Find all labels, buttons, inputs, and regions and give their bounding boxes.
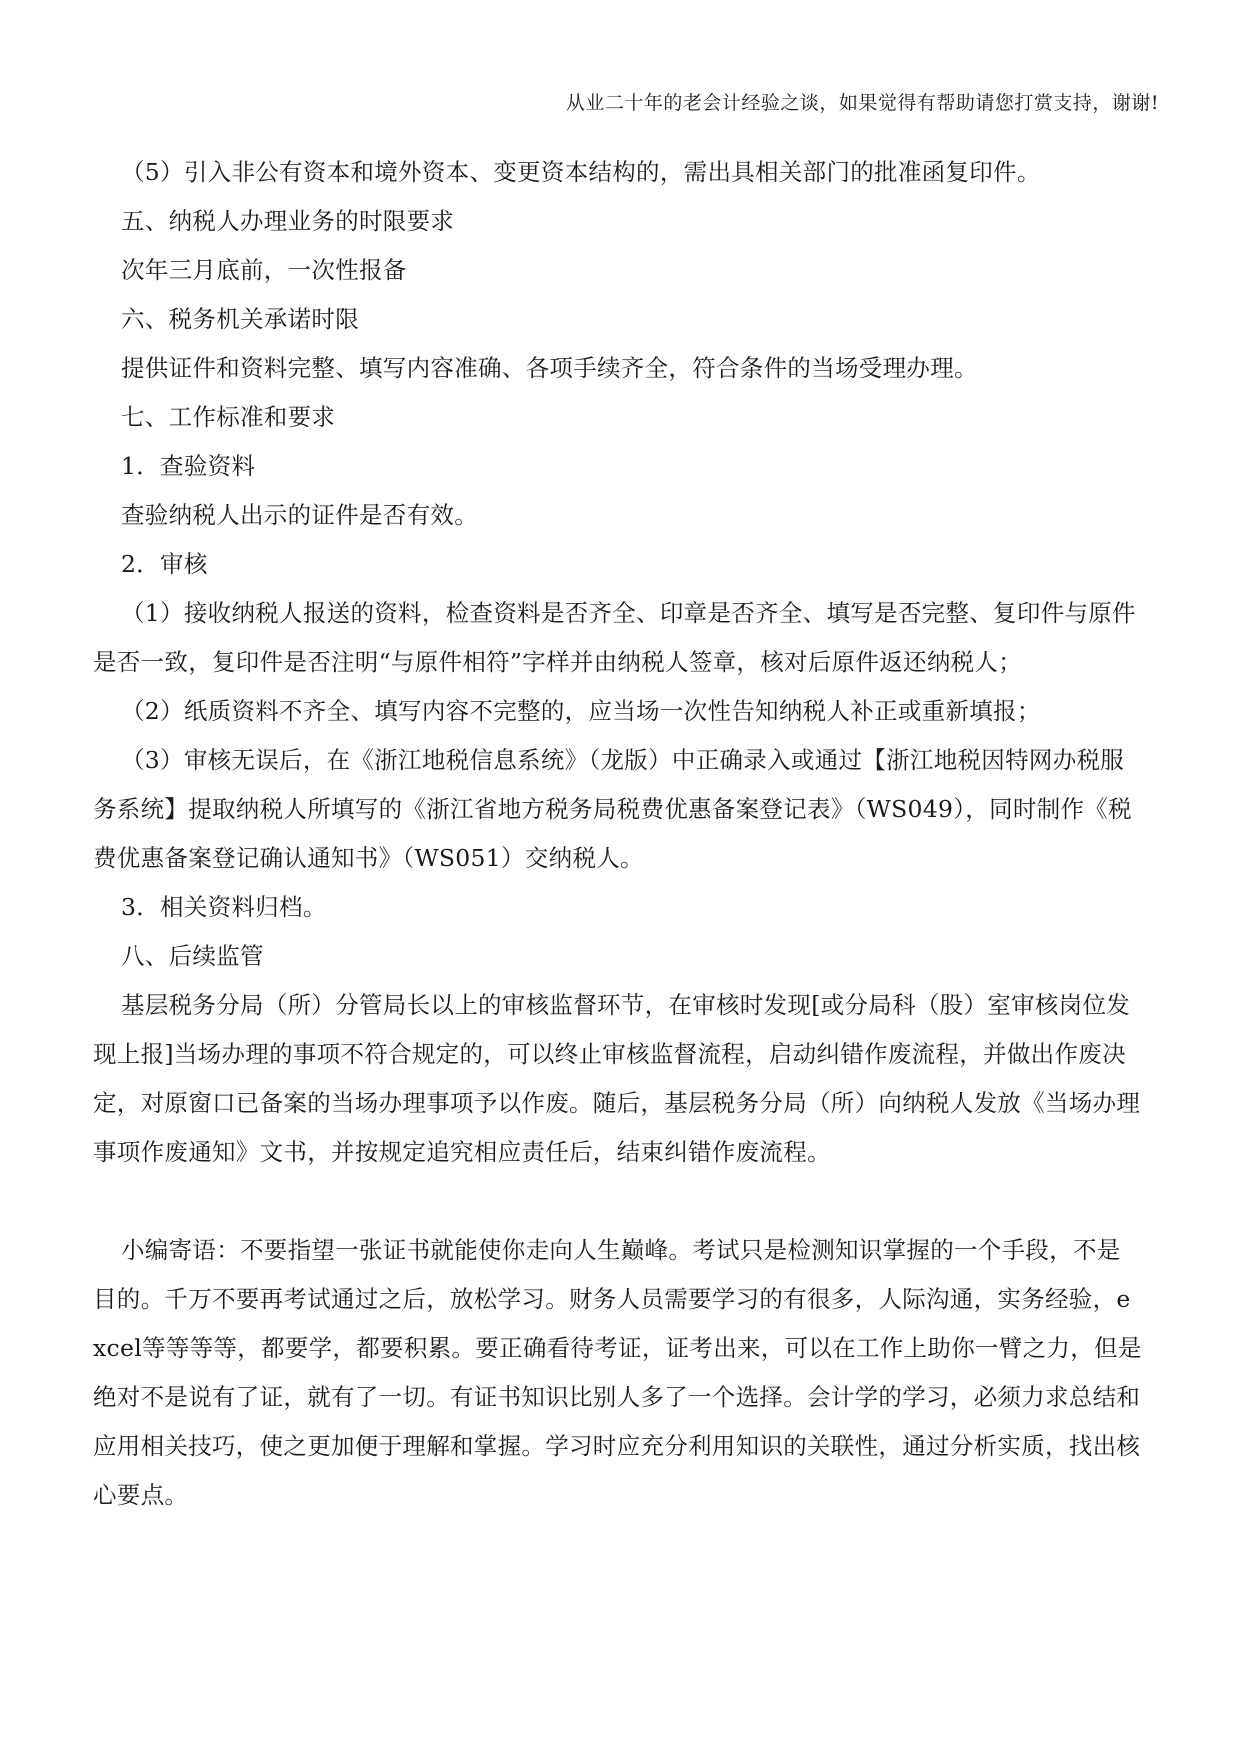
header-note: 从业二十年的老会计经验之谈，如果觉得有帮助请您打赏支持，谢谢! (565, 92, 1159, 114)
subheading-review: 2．审核 (121, 550, 208, 578)
section-heading-standards: 七、工作标准和要求 (121, 403, 336, 431)
paragraph-check-documents: 查验纳税人出示的证件是否有效。 (121, 501, 478, 529)
subheading-archive: 3．相关资料归档。 (121, 893, 327, 921)
section-heading-time-limit: 五、纳税人办理业务的时限要求 (121, 207, 455, 235)
paragraph-review-1: （1）接收纳税人报送的资料，检查资料是否齐全、印章是否齐全、填写是否完整、复印件与原件是否一致，复印件是否注明“与原件相符”字样并由纳税人签章，核对后原件返还纳税人； (93, 599, 1136, 676)
subheading-check-documents: 1．查验资料 (121, 452, 256, 480)
paragraph-review-3: （3）审核无误后，在《浙江地税信息系统》（龙版）中正确录入或通过【浙江地税因特网办税服务系统】提取纳税人所填写的《浙江省地方税务局税费优惠备案登记表》（WS049），同时制作《税费优惠备案登记确认通知书》（WS051）交纳税人。 (93, 746, 1132, 872)
paragraph-capital-structure: （5）引入非公有资本和境外资本、变更资本结构的，需出具相关部门的批准函复印件。 (121, 158, 1041, 186)
spacer (93, 1177, 1143, 1226)
paragraph-supervision: 基层税务分局（所）分管局长以上的审核监督环节，在审核时发现[或分局科（股）室审核岗位发现上报]当场办理的事项不符合规定的，可以终止审核监督流程，启动纠错作废流程，并做出作废决定，对原窗口已备案的当场办理事项予以作废。随后，基层税务分局（所）向纳税人发放《当场办理事项作废通知》文书，并按规定追究相应责任后，结束纠错作废流程。 (93, 991, 1141, 1166)
document-body (93, 148, 1143, 1520)
paragraph-closing-remarks: 小编寄语：不要指望一张证书就能使你走向人生巅峰。考试只是检测知识掌握的一个手段，不是目的。千万不要再考试通过之后，放松学习。财务人员需要学习的有很多，人际沟通，实务经验，excel等等等等，都要学，都要积累。要正确看待考证，证考出来，可以在工作上助你一臂之力，但是绝对不是说有了证，就有了一切。有证书知识比别人多了一个选择。会计学的学习，必须力求总结和应用相关技巧，使之更加便于理解和掌握。学习时应充分利用知识的关联性，通过分析实质，找出核心要点。 (93, 1236, 1142, 1509)
section-heading-supervision: 八、后续监管 (121, 942, 264, 970)
paragraph-commitment: 提供证件和资料完整、填写内容准确、各项手续齐全，符合条件的当场受理办理。 (121, 354, 978, 382)
paragraph-review-2: （2）纸质资料不齐全、填写内容不完整的，应当场一次性告知纳税人补正或重新填报； (121, 697, 1041, 725)
section-heading-commitment: 六、税务机关承诺时限 (121, 305, 359, 333)
paragraph-deadline: 次年三月底前，一次性报备 (121, 256, 407, 284)
